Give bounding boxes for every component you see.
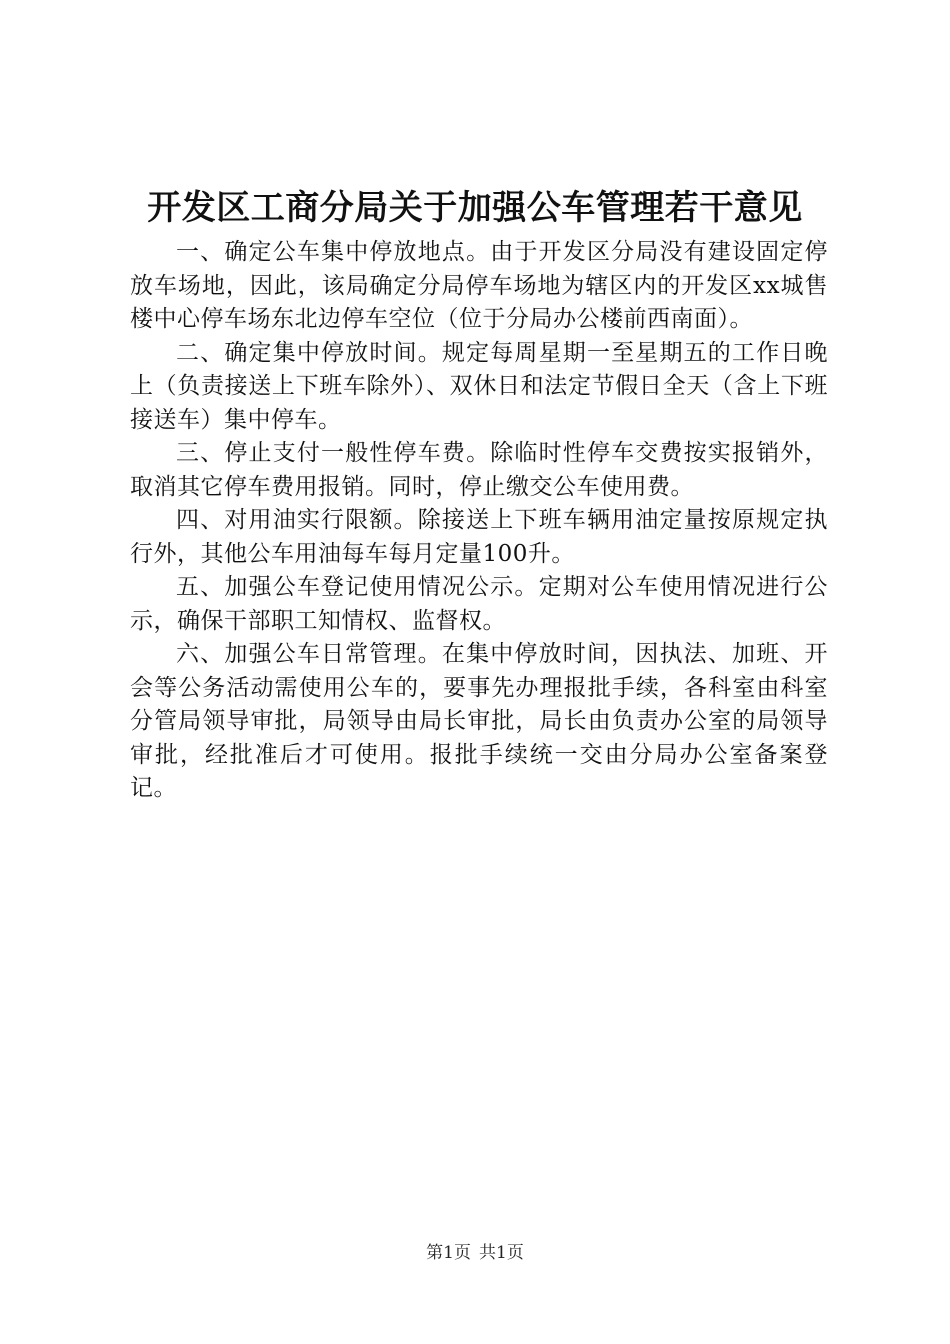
paragraph-3: 三、停止支付一般性停车费。除临时性停车交费按实报销外，取消其它停车费用报销。同时，停止缴交公车使用费。	[130, 440, 828, 500]
paragraph-6: 六、加强公车日常管理。在集中停放时间，因执法、加班、开会等公务活动需使用公车的，要事先办理报批手续，各科室由科室分管局领导审批，局领导由局长审批，局长由负责办公室的局领导审批，经批准后才可使用。报批手续统一交由分局办公室备案登记。	[130, 641, 828, 801]
paragraph-4: 四、对用油实行限额。除接送上下班车辆用油定量按原规定执行外，其他公车用油每车每月定量100升。	[130, 507, 828, 567]
document-title: 开发区工商分局关于加强公车管理若干意见	[147, 188, 803, 228]
page-number-total: 共1页	[479, 1243, 524, 1263]
document-body	[130, 236, 828, 806]
page-number-current: 第1页	[426, 1243, 471, 1263]
page-footer	[0, 1241, 950, 1265]
paragraph-5: 五、加强公车登记使用情况公示。定期对公车使用情况进行公示，确保干部职工知情权、监督权。	[130, 574, 828, 634]
paragraph-2: 二、确定集中停放时间。规定每周星期一至星期五的工作日晚上（负责接送上下班车除外）、双休日和法定节假日全天（含上下班接送车）集中停车。	[130, 339, 828, 433]
paragraph-1: 一、确定公车集中停放地点。由于开发区分局没有建设固定停放车场地，因此，该局确定分局停车场地为辖区内的开发区xx城售楼中心停车场东北边停车空位（位于分局办公楼前西南面）。	[130, 239, 828, 332]
